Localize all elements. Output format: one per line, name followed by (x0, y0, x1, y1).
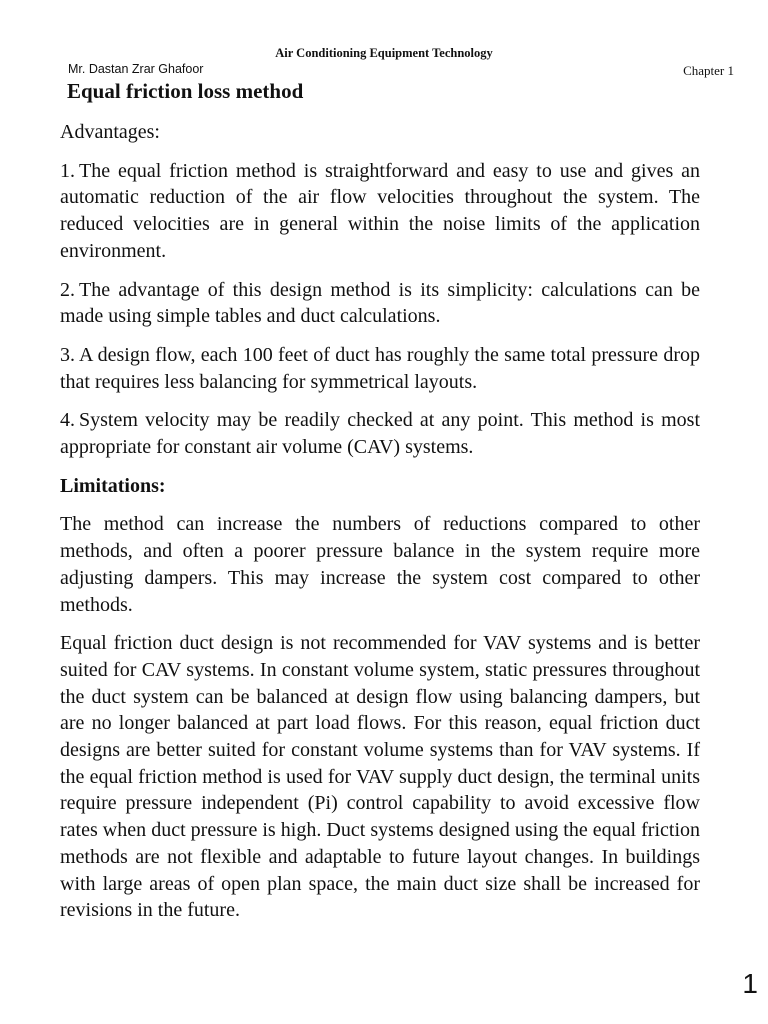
item-text: The equal friction method is straightforward and easy to use and gives an automatic reduction of the air flow velocities throughout the system. The reduced velocities are in general within the noise limits of the application environment. (60, 159, 700, 262)
page-number: 1 (742, 968, 758, 999)
advantage-item (60, 342, 700, 395)
advantage-item (60, 277, 700, 330)
limitations-paragraph: Equal friction duct design is not recommended for VAV systems and is better suited for CAV systems. In constant volume system, static pressures throughout the duct system can be balanced at design flow using balancing dampers, but are no longer balanced at part load flows. For this reason, equal friction duct designs are better suited for constant volume systems than for VAV systems. If the equal friction method is used for VAV supply duct design, the terminal units require pressure independent (Pi) control capability to avoid excessive flow rates when duct pressure is high. Duct systems designed using the equal friction methods are not flexible and adaptable to future layout changes. In buildings with large areas of open plan space, the main duct size shall be increased for revisions in the future. (60, 632, 700, 922)
advantage-item (60, 158, 700, 265)
item-text: System velocity may be readily checked at any point. This method is most appropriate for constant air volume (CAV) systems. (60, 409, 700, 459)
item-number: 4. (60, 409, 75, 432)
author-name: Mr. Dastan Zrar Ghafoor (68, 62, 204, 76)
document-body (60, 119, 700, 924)
document-title: Equal friction loss method (67, 79, 304, 103)
item-number: 3. (60, 343, 75, 366)
advantages-heading: Advantages: (60, 121, 160, 143)
advantage-item (60, 407, 700, 460)
item-text: A design flow, each 100 feet of duct has roughly the same total pressure drop that requires less balancing for symmetrical layouts. (60, 343, 700, 393)
running-header-title: Air Conditioning Equipment Technology (275, 46, 493, 60)
item-number: 1. (60, 159, 75, 182)
limitations-paragraph: The method can increase the numbers of reductions compared to other methods, and often a poorer pressure balance in the system require more adjusting dampers. This may increase the system cost compared to other methods. (60, 513, 700, 616)
item-text: The advantage of this design method is its simplicity: calculations can be made using simple tables and duct calculations. (60, 278, 700, 328)
item-number: 2. (60, 278, 75, 301)
limitations-heading: Limitations: (60, 474, 166, 497)
chapter-label: Chapter 1 (683, 63, 734, 78)
